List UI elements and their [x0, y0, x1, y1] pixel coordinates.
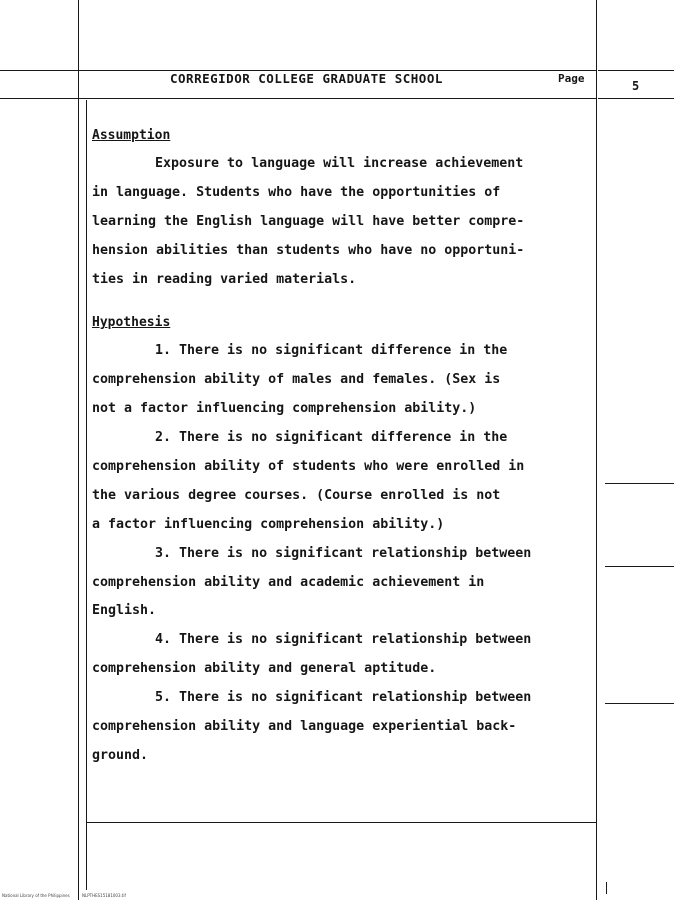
- right-tab-rule-2: [605, 566, 674, 567]
- header-bottom-rule: [0, 98, 596, 99]
- hypothesis-item-2-line: comprehension ability of students who were enrolled in: [92, 459, 525, 475]
- hypothesis-item-2-line: the various degree courses. (Course enrolled is not: [92, 487, 501, 503]
- hypothesis-item-1-line: comprehension ability of males and females. (Sex is: [92, 372, 501, 388]
- header-title: CORREGIDOR COLLEGE GRADUATE SCHOOL: [170, 71, 443, 86]
- assumption-line: learning the English language will have better compre-: [92, 213, 525, 229]
- right-tab-rule-3: [605, 703, 674, 704]
- hypothesis-item-2-line: a factor influencing comprehension ability.): [92, 516, 445, 532]
- footer-library-name: National Library of the Philippines: [2, 893, 70, 898]
- right-tab-rule-1: [605, 483, 674, 484]
- hypothesis-item-3-line: English.: [92, 603, 157, 619]
- assumption-line: hension abilities than students who have no opportuni-: [92, 242, 525, 258]
- bottom-rule: [86, 822, 596, 823]
- assumption-heading: Assumption: [92, 128, 171, 143]
- document-body: [92, 121, 597, 771]
- hypothesis-item-5-line: 5. There is no significant relationship between: [155, 690, 532, 706]
- page-box-bottom-rule: [598, 98, 674, 99]
- bottom-tick: [606, 882, 607, 894]
- assumption-line: ties in reading varied materials.: [92, 271, 357, 287]
- footer-file-name: NLPTHES15181003.tif: [82, 893, 126, 898]
- page-box-top-rule: [598, 70, 674, 71]
- inner-left-rule: [86, 100, 87, 890]
- hypothesis-item-4-line: comprehension ability and general aptitude.: [92, 661, 437, 677]
- hypothesis-item-1-line: 1. There is no significant difference in the: [155, 343, 508, 359]
- hypothesis-item-2-line: 2. There is no significant difference in the: [155, 430, 508, 446]
- hypothesis-item-3-line: 3. There is no significant relationship between: [155, 545, 532, 561]
- hypothesis-item-5-line: comprehension ability and language experiential back-: [92, 719, 517, 735]
- hypothesis-item-5-line: ground.: [92, 747, 149, 763]
- hypothesis-item-4-line: 4. There is no significant relationship between: [155, 632, 532, 648]
- hypothesis-item-1-line: not a factor influencing comprehension ability.): [92, 401, 477, 417]
- header-page-label: Page: [558, 72, 585, 85]
- hypothesis-heading: Hypothesis: [92, 315, 171, 331]
- left-margin-rule: [78, 0, 79, 900]
- assumption-line: in language. Students who have the opportunities of: [92, 184, 501, 200]
- assumption-line: Exposure to language will increase achievement: [155, 156, 524, 171]
- hypothesis-item-3-line: comprehension ability and academic achievement in: [92, 574, 485, 590]
- page-number: 5: [632, 79, 640, 93]
